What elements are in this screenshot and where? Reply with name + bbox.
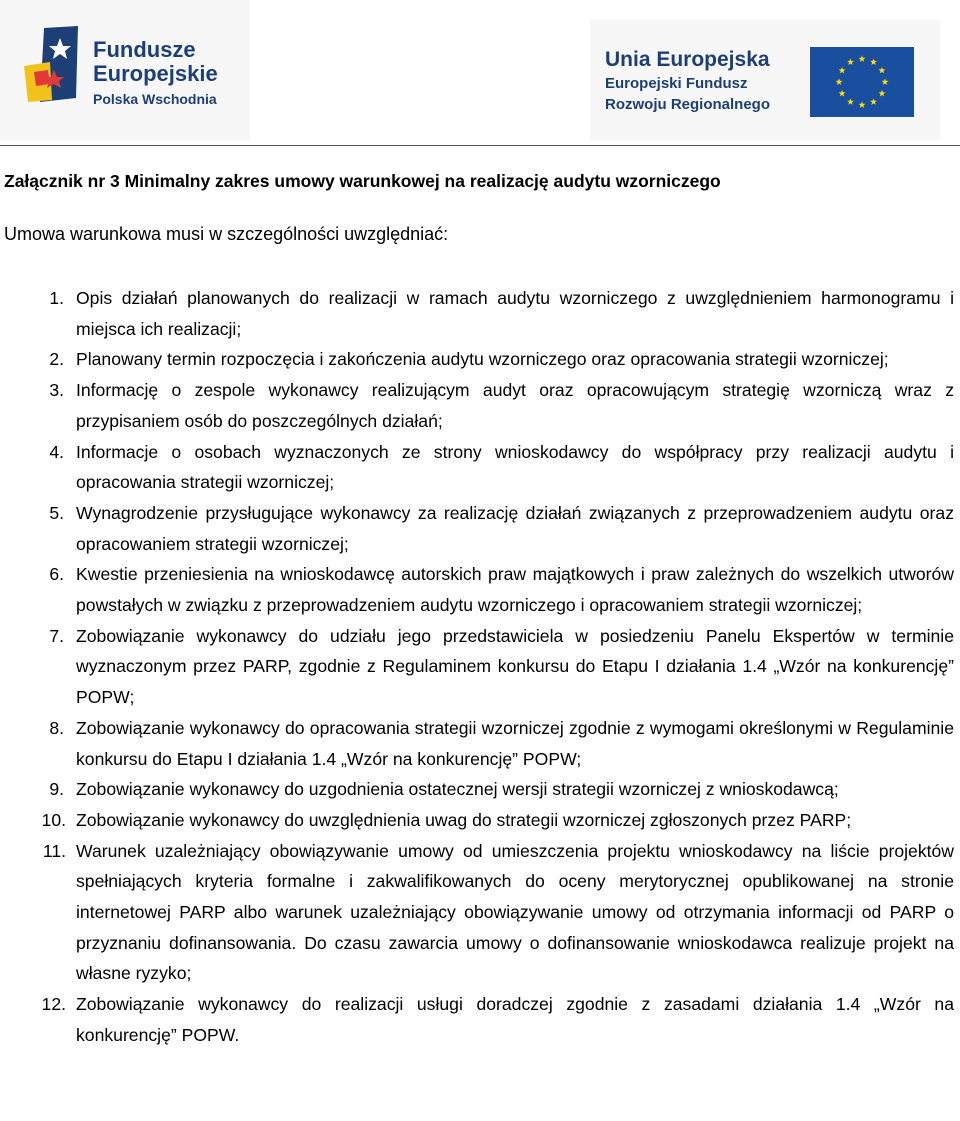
list-item — [4, 344, 954, 375]
list-item-text: Wynagrodzenie przysługujące wykonawcy za realizację działań związanych z przeprowadzeniem audytu oraz opracowaniem strategii wzorniczej; — [76, 502, 954, 554]
list-item-text: Zobowiązanie wykonawcy do uwzględnienia uwag do strategii wzorniczej zgłoszonych przez PARP; — [76, 809, 852, 830]
logo-text-line: Europejski Fundusz — [605, 75, 748, 92]
page-header — [0, 0, 960, 146]
document-title: Załącznik nr 3 Minimalny zakres umowy warunkowej na realizację audytu wzorniczego — [4, 171, 721, 191]
list-item — [4, 713, 954, 774]
list-item-number: 9. — [49, 779, 64, 800]
list-item-number: 5. — [49, 502, 64, 523]
list-item-number: 7. — [49, 625, 64, 646]
document-intro: Umowa warunkowa musi w szczególności uwzględniać: — [4, 224, 449, 244]
list-item-text: Informację o zespole wykonawcy realizującym audyt oraz opracowującym strategię wzorniczą wraz z przypisaniem osób do poszczególnych działań; — [76, 380, 954, 431]
list-item-text: Zobowiązanie wykonawcy do uzgodnienia ostatecznej wersji strategii wzorniczej z wnioskodawcą; — [76, 779, 839, 800]
list-item-number: 8. — [49, 717, 64, 738]
list-item — [4, 283, 954, 344]
list-item-text: Kwestie przeniesienia na wnioskodawcę autorskich praw majątkowych i praw zależnych do wszelkich utworów powstałych w związku z przeprowadzeniem audytu wzorniczego i opracowaniem strategii wzorniczej; — [76, 564, 954, 616]
list-item-text: Zobowiązanie wykonawcy do realizacji usługi doradczej zgodnie z zasadami działania 1.4 „Wzór na konkurencję” POPW. — [76, 994, 954, 1045]
list-item-text: Informacje o osobach wyznaczonych ze strony wnioskodawcy do współpracy przy realizacji audytu i opracowania strategii wzorniczej; — [76, 441, 954, 493]
list-item-number: 10. — [41, 809, 66, 830]
list-item — [4, 375, 954, 436]
list-item-text: Warunek uzależniający obowiązywanie umowy od umieszczenia projektu wnioskodawcy na liście projektów spełniających kryteria formalne i zakwalifikowanych do oceny merytorycznej opublikowanej na stronie internetowej PARP albo warunek uzależniający obowiązywanie umowy od otrzymania informacji od PARP o przyznaniu dofinansowania. Do czasu zawarcia umowy o dofinansowanie wnioskodawca realizuje projekt na własne ryzyko; — [76, 840, 954, 984]
list-item — [4, 836, 954, 990]
list-item — [4, 559, 954, 620]
list-item-number: 4. — [49, 441, 64, 462]
document-body — [4, 167, 954, 1051]
fundusze-europejskie-logo — [0, 0, 250, 140]
list-item-number: 3. — [49, 380, 64, 401]
list-item — [4, 498, 954, 559]
list-item-text: Opis działań planowanych do realizacji w ramach audytu wzorniczego z uwzględnieniem harmonogramu i miejsca ich realizacji; — [76, 288, 954, 339]
fundusze-europejskie-symbol-icon — [24, 26, 80, 102]
logo-text-line: Rozwoju Regionalnego — [605, 96, 770, 113]
list-item-number: 12. — [41, 994, 66, 1015]
list-item-number: 2. — [49, 349, 64, 370]
list-item — [4, 621, 954, 713]
list-item-number: 11. — [42, 840, 66, 861]
list-item — [4, 774, 954, 805]
logo-text-line: Fundusze — [93, 37, 196, 62]
logo-text-line: Europejskie — [93, 61, 218, 86]
logo-text-line: Unia Europejska — [605, 48, 770, 71]
header-divider — [0, 145, 960, 146]
list-item — [4, 437, 954, 498]
list-item — [4, 805, 954, 836]
unia-europejska-wordmark — [605, 47, 770, 115]
list-item — [4, 989, 954, 1050]
list-item-text: Planowany termin rozpoczęcia i zakończenia audytu wzorniczego oraz opracowania strategii wzorniczej; — [76, 349, 889, 370]
list-item-number: 1. — [49, 288, 64, 308]
list-item-number: 6. — [49, 564, 64, 585]
list-item-text: Zobowiązanie wykonawcy do opracowania strategii wzorniczej zgodnie z wymogami określonymi w Regulaminie konkursu do Etapu I działania 1.4 „Wzór na konkurencję” POPW; — [76, 717, 954, 769]
logo-text-line: Polska Wschodnia — [93, 91, 217, 107]
requirements-list — [4, 283, 954, 1051]
eu-flag-icon — [810, 47, 914, 117]
list-item-text: Zobowiązanie wykonawcy do udziału jego przedstawiciela w posiedzeniu Panelu Ekspertów w terminie wyznaczonym przez PARP, zgodnie z Regulaminem konkursu do Etapu I działania 1.4 „Wzór na konkurencję” POPW; — [76, 625, 954, 708]
fundusze-europejskie-wordmark — [93, 38, 218, 110]
